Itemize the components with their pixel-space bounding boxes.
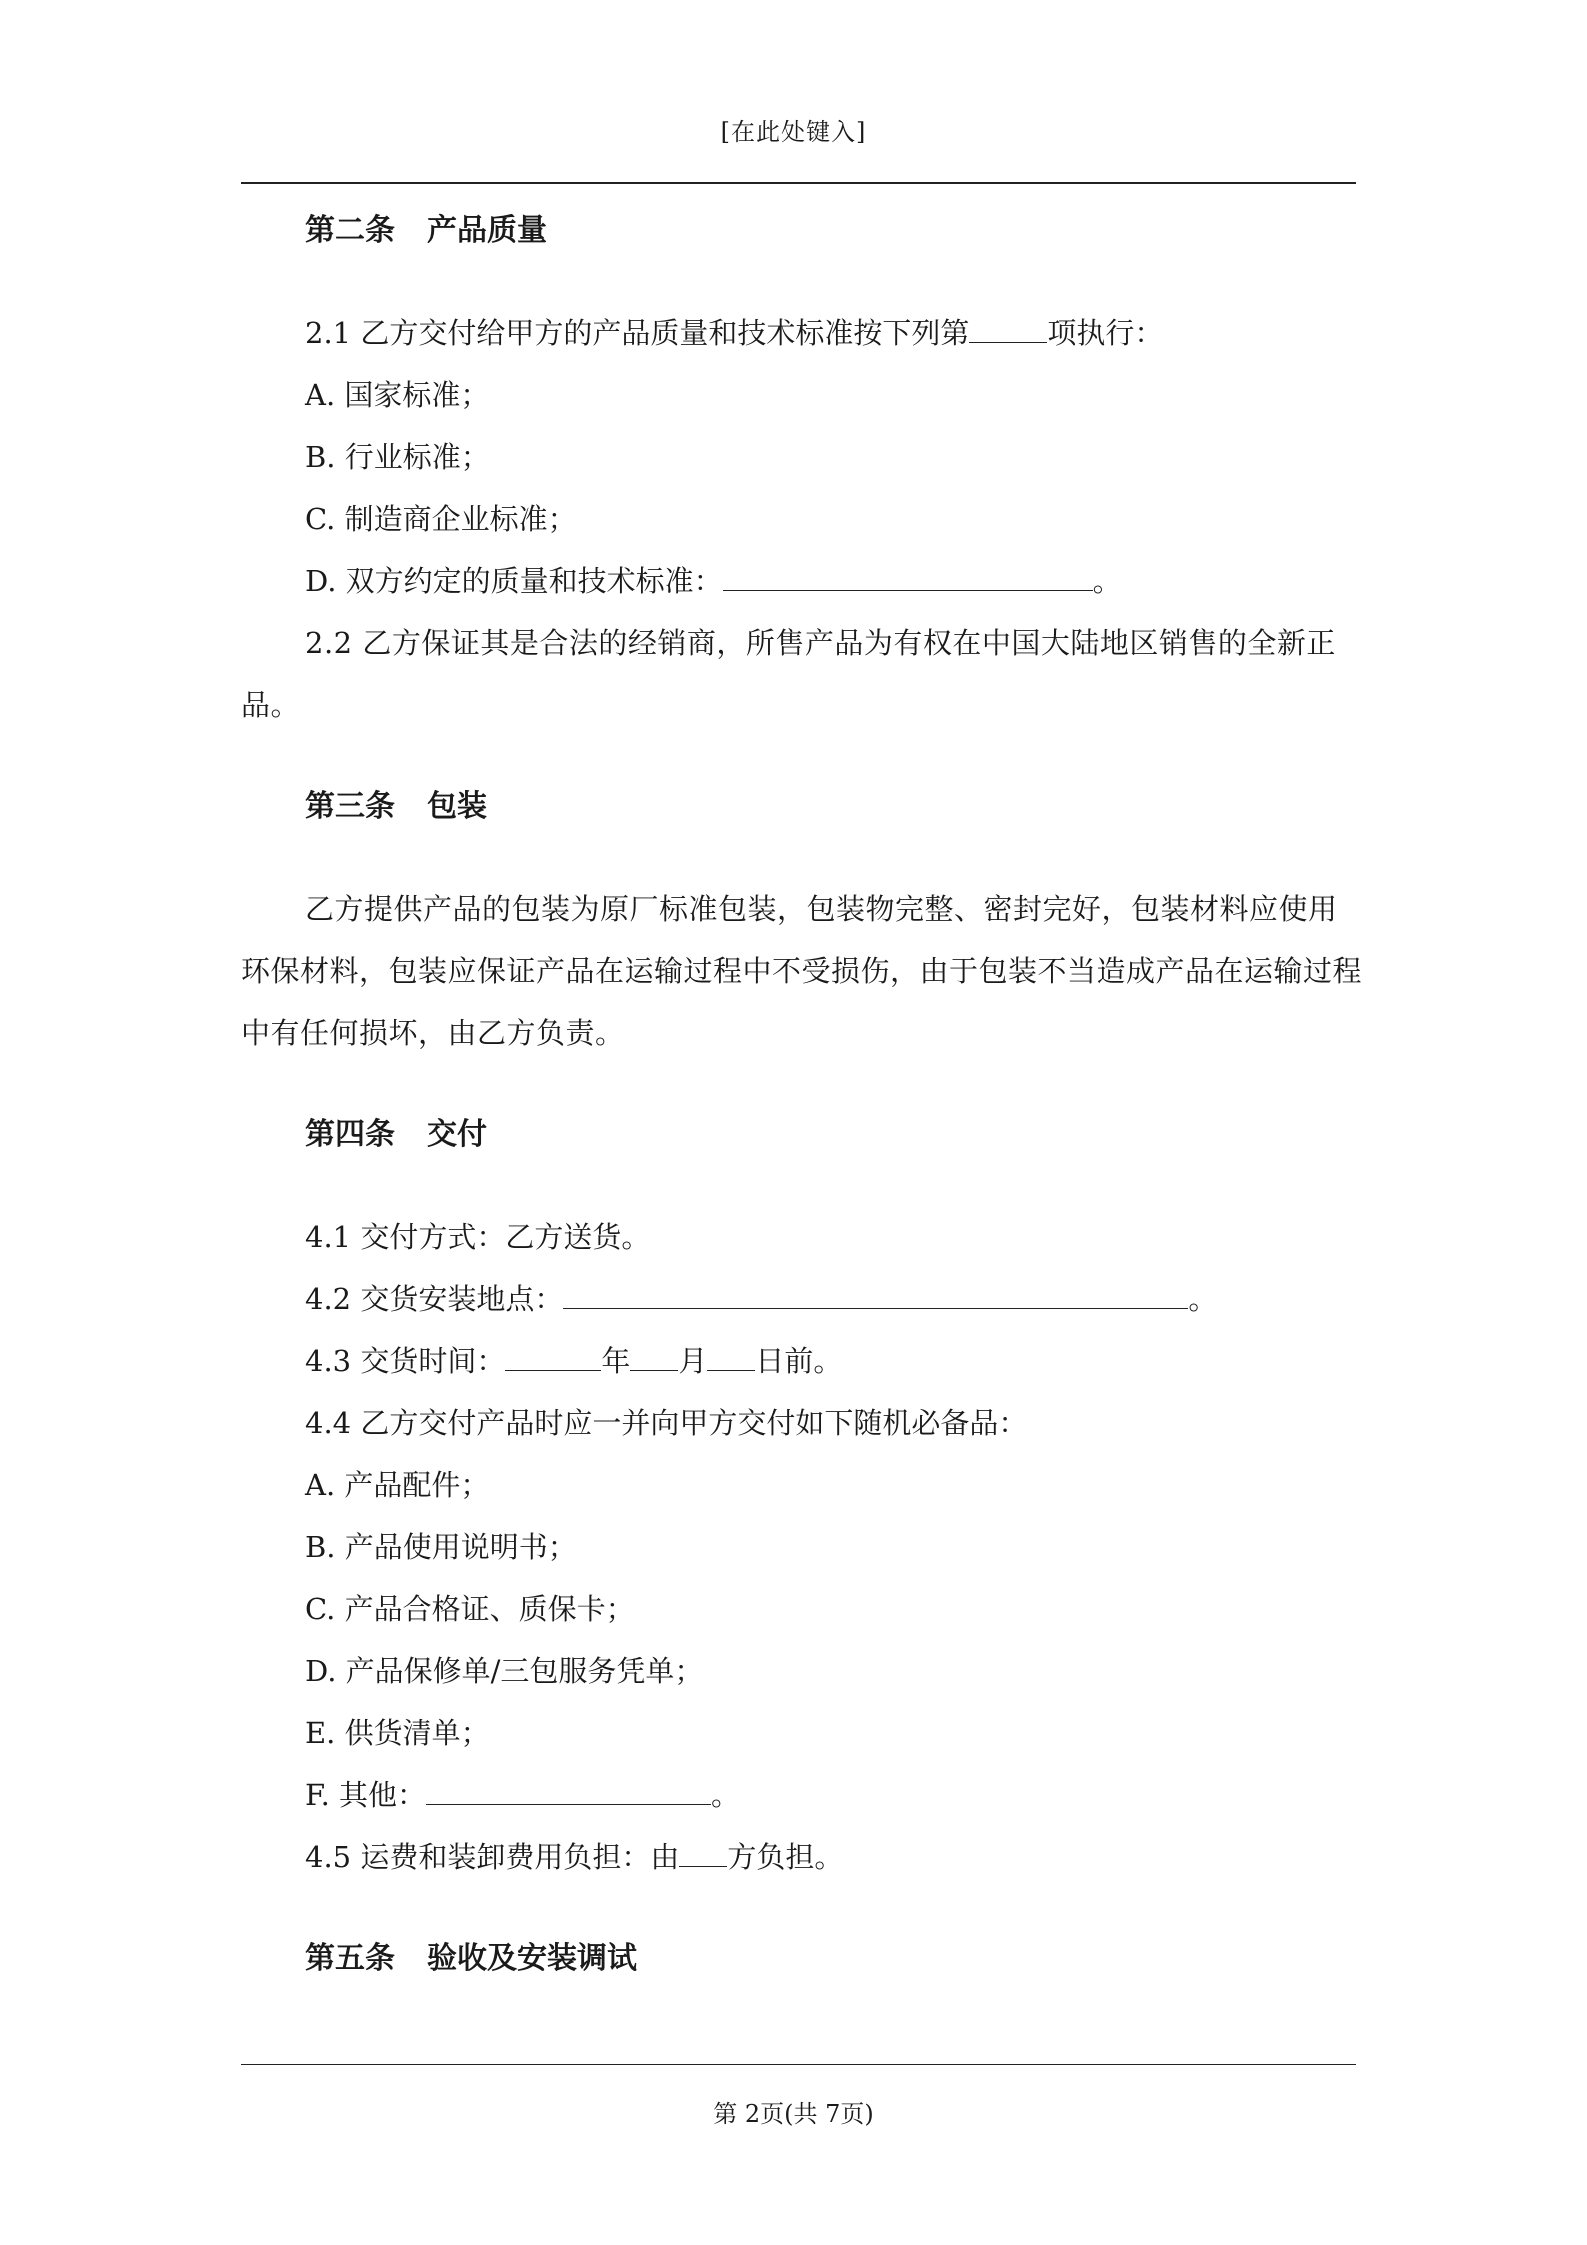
clause-text: 4.2 交货安装地点：: [305, 1282, 564, 1316]
clause-text: 2.1 乙方交付给甲方的产品质量和技术标准按下列第: [305, 316, 970, 350]
month-blank[interactable]: [630, 1342, 678, 1371]
fill-blank[interactable]: [426, 1776, 711, 1805]
clause-text: 。: [711, 1778, 741, 1812]
clause-text: 月: [678, 1344, 708, 1378]
section-title: 验收及安装调试: [427, 1941, 637, 1976]
fill-blank[interactable]: [679, 1838, 727, 1867]
option-d: D. 产品保修单/三包服务凭单；: [305, 1654, 704, 1688]
clause-4-5: [241, 1826, 1366, 1888]
year-blank[interactable]: [505, 1342, 601, 1371]
clause-text: 日前。: [755, 1344, 843, 1378]
section-title: 交付: [427, 1117, 487, 1152]
option-b: B. 产品使用说明书；: [305, 1530, 577, 1564]
day-blank[interactable]: [707, 1342, 755, 1371]
option-a: A. 产品配件；: [305, 1468, 490, 1502]
page-header: [在此处键入]: [720, 118, 867, 146]
option-e: E. 供货清单；: [305, 1716, 490, 1750]
header-rule: [241, 182, 1356, 184]
option-b: B. 行业标准；: [305, 440, 490, 474]
option-d: [241, 550, 1366, 612]
section-heading-3: [241, 776, 1366, 838]
section-title: 产品质量: [427, 213, 547, 248]
clause-2-1: [241, 302, 1366, 364]
section-title: 包装: [427, 789, 487, 824]
option-c: C. 产品合格证、质保卡；: [305, 1592, 635, 1626]
clause-4-2: [241, 1268, 1366, 1330]
clause-2-2: 2.2 乙方保证其是合法的经销商，所售产品为有权在中国大陆地区销售的全新正品。: [241, 626, 1336, 722]
fill-blank[interactable]: [969, 314, 1047, 343]
clause-text: 年: [601, 1344, 631, 1378]
section-number: 第三条: [305, 789, 395, 824]
section-heading-5: [241, 1928, 1366, 1990]
clause-4-3: [241, 1330, 1366, 1392]
option-c: C. 制造商企业标准；: [305, 502, 577, 536]
clause-text: 项执行：: [1047, 316, 1164, 350]
section-heading-2: [241, 200, 1366, 262]
clause-text: 4.5 运费和装卸费用负担：由: [305, 1840, 680, 1874]
footer-rule: [241, 2064, 1356, 2065]
section-3-body: 乙方提供产品的包装为原厂标准包装，包装物完整、密封完好，包装材料应使用环保材料，包装应保证产品在运输过程中不受损伤，由于包装不当造成产品在运输过程中有任何损坏，由乙方负责。: [241, 892, 1363, 1050]
clause-text: 4.3 交货时间：: [305, 1344, 506, 1378]
clause-text: 。: [1188, 1282, 1218, 1316]
section-number: 第四条: [305, 1117, 395, 1152]
clause-4-4: 4.4 乙方交付产品时应一并向甲方交付如下随机必备品：: [305, 1406, 1028, 1440]
section-number: 第二条: [305, 213, 395, 248]
option-a: A. 国家标准；: [305, 378, 490, 412]
clause-text: F. 其他：: [305, 1778, 427, 1812]
document-body: [241, 200, 1366, 1990]
clause-text: 方负担。: [727, 1840, 844, 1874]
clause-text: 。: [1092, 564, 1122, 598]
section-heading-4: [241, 1104, 1366, 1166]
section-number: 第五条: [305, 1941, 395, 1976]
fill-blank[interactable]: [563, 1280, 1188, 1309]
clause-text: D. 双方约定的质量和技术标准：: [305, 564, 723, 598]
page-footer: 第 2页(共 7页): [713, 2100, 874, 2128]
fill-blank[interactable]: [723, 562, 1093, 591]
option-f: [241, 1764, 1366, 1826]
clause-4-1: 4.1 交付方式：乙方送货。: [305, 1220, 651, 1254]
